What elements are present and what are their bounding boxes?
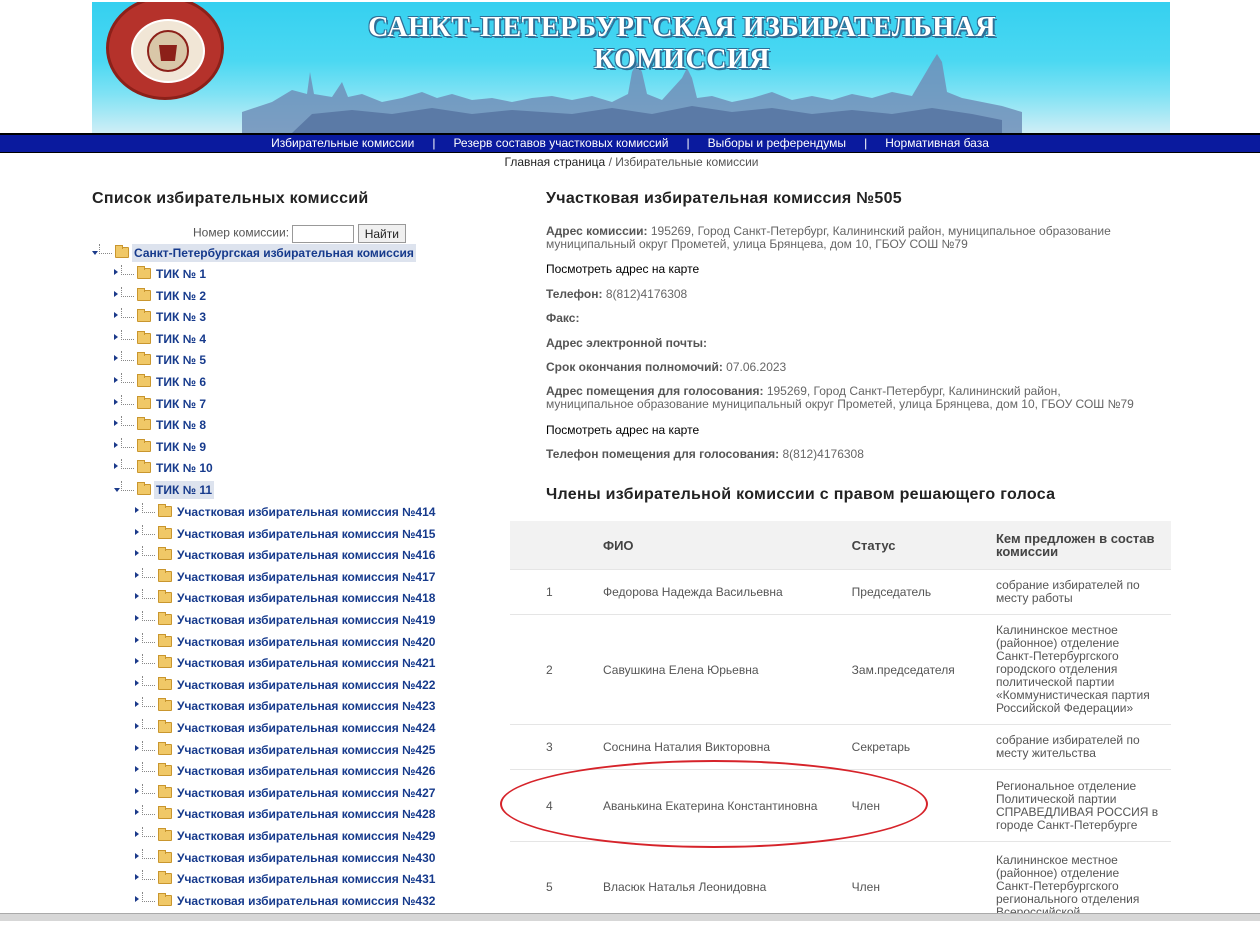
commission-email [546,337,1146,350]
tree-connector [121,265,134,275]
expand-icon[interactable] [135,550,139,556]
tree-connector [142,697,155,707]
table-header-row [510,521,1171,570]
folder-icon [137,268,151,279]
expand-icon[interactable] [135,831,139,837]
folder-icon [158,506,172,517]
folder-icon [158,636,172,647]
voting-address-value: 195269, Город Санкт-Петербург, Калининский район, муниципальное образование муниципальный округ Прометей, улица Брянцева, дом 10, ГБОУ СОШ №79 [546,384,1134,411]
row-status: Секретарь [852,725,996,770]
breadcrumb [0,155,1260,169]
expand-icon[interactable] [135,507,139,513]
folder-icon [137,311,151,322]
header-num [510,521,603,570]
row-num: 3 [510,725,603,770]
folder-icon [158,830,172,841]
expand-icon[interactable] [135,637,139,643]
expand-icon[interactable] [114,269,118,275]
folder-icon [158,852,172,863]
address-label: Адрес комиссии: [546,224,648,238]
nav-item-normative[interactable]: Нормативная база [885,136,989,150]
folder-icon [137,441,151,452]
commission-term [546,361,1146,374]
nav-item-elections[interactable]: Выборы и референдумы [707,136,847,150]
tree-connector [121,373,134,383]
tree-connector [142,568,155,578]
voting-address-label: Адрес помещения для голосования: [546,384,764,398]
commission-phone [546,288,1146,301]
row-status: Член [852,770,996,842]
commission-search [193,224,406,243]
tree-node-label[interactable]: Участковая избирательная комиссия №415 [177,527,436,541]
tree-connector [121,481,134,491]
tree-node-label[interactable]: Участковая избирательная комиссия №424 [177,721,436,735]
tree-connector [142,654,155,664]
tree-connector [142,633,155,643]
expand-icon[interactable] [135,658,139,664]
tree-connector [121,308,134,318]
tree-node-label[interactable]: ТИК № 2 [156,289,206,303]
tree-node-label[interactable]: Участковая избирательная комиссия №429 [177,829,436,843]
expand-icon[interactable] [135,680,139,686]
tree-node-label[interactable]: Участковая избирательная комиссия №419 [177,613,436,627]
tree-node-label[interactable]: Участковая избирательная комиссия №425 [177,743,436,757]
folder-icon [158,528,172,539]
tree-node-label[interactable]: Санкт-Петербургская избирательная комиссия [134,246,414,260]
sidebar-title: Список избирательных комиссий [92,190,369,207]
tree-node-label[interactable]: ТИК № 8 [156,418,206,432]
tree-node-label[interactable]: ТИК № 11 [156,483,213,497]
expand-icon[interactable] [135,853,139,859]
tree-node-label[interactable]: Участковая избирательная комиссия №426 [177,764,436,778]
tree-node-label[interactable]: ТИК № 7 [156,397,206,411]
folder-icon [158,765,172,776]
voting-map-link[interactable]: Посмотреть адрес на карте [546,423,700,437]
breadcrumb-current: Избирательные комиссии [615,155,759,169]
members-table [510,521,1171,932]
commission-fax [546,312,1146,325]
seal-emblem-icon [109,2,227,103]
tree-connector [121,459,134,469]
tree-node-label[interactable]: ТИК № 1 [156,267,206,281]
tree-node-label[interactable]: Участковая избирательная комиссия №427 [177,786,436,800]
tree-node-label[interactable]: Участковая избирательная комиссия №428 [177,807,436,821]
expand-icon[interactable] [114,463,118,469]
folder-icon [137,484,151,495]
folder-icon [115,247,129,258]
row-status: Зам.председателя [852,615,996,725]
site-title: САНКТ-ПЕТЕРБУРГСКАЯ ИЗБИРАТЕЛЬНАЯ КОМИССИЯ [368,12,996,75]
expand-icon[interactable] [135,788,139,794]
folder-icon [137,398,151,409]
row-num: 5 [510,842,603,932]
row-fio: Власюк Наталья Леонидовна [603,842,852,932]
expand-icon[interactable] [135,745,139,751]
nav-separator: | [432,136,436,150]
row-num: 4 [510,770,603,842]
tree-node-label[interactable]: Участковая избирательная комиссия №430 [177,851,436,865]
row-num: 2 [510,615,603,725]
row-fio: Соснина Наталия Викторовна [603,725,852,770]
tree-connector [121,330,134,340]
voting-phone [546,448,1146,461]
tree-node-label[interactable]: Участковая избирательная комиссия №423 [177,699,436,713]
expand-icon[interactable] [135,701,139,707]
breadcrumb-home-link[interactable]: Главная страница [504,155,606,169]
tree-connector [121,416,134,426]
tree-connector [142,784,155,794]
nav-item-reserve[interactable]: Резерв составов участковых комиссий [453,136,669,150]
phone-label: Телефон: [546,287,603,301]
expand-icon[interactable] [135,615,139,621]
tree-node-label[interactable]: Участковая избирательная комиссия №421 [177,656,436,670]
commission-number-input[interactable] [292,225,354,243]
tree-node-label[interactable]: ТИК № 6 [156,375,206,389]
members-title: Члены избирательной комиссии с правом решающего голоса [546,486,1056,503]
folder-icon [137,376,151,387]
tree-connector [142,676,155,686]
nav-separator: | [686,136,690,150]
expand-icon[interactable] [135,572,139,578]
folder-icon [158,679,172,690]
folder-icon [158,549,172,560]
table-row [510,570,1171,615]
collapse-icon[interactable] [92,251,98,255]
row-proposed-by: Калининское местное (районное) отделение Санкт-Петербургского городского отделения политической партии «Коммунистическая партия Российской Федерации» [996,615,1171,725]
main-navigation [0,133,1260,153]
tree-node-label[interactable]: Участковая избирательная комиссия №431 [177,872,436,886]
expand-icon[interactable] [114,312,118,318]
nav-separator: | [864,136,868,150]
expand-icon[interactable] [114,377,118,383]
voting-address [546,385,1146,411]
tree-connector [142,827,155,837]
row-fio: Аванькина Екатерина Константиновна [603,770,852,842]
tree-node-label[interactable]: Участковая избирательная комиссия №422 [177,678,436,692]
expand-icon[interactable] [114,355,118,361]
folder-icon [137,354,151,365]
tree-connector [142,892,155,902]
address-value: 195269, Город Санкт-Петербург, Калининский район, муниципальное образование муниципальный округ Прометей, улица Брянцева, дом 10, ГБОУ СОШ №79 [546,224,1111,251]
tree-connector [142,503,155,513]
table-row [510,725,1171,770]
expand-icon[interactable] [114,420,118,426]
expand-icon[interactable] [135,809,139,815]
header-banner [92,2,1170,133]
expand-icon[interactable] [114,399,118,405]
folder-icon [158,895,172,906]
folder-icon [158,571,172,582]
row-proposed-by: Региональное отделение Политической партии СПРАВЕДЛИВАЯ РОССИЯ в городе Санкт-Петербурге [996,770,1171,842]
tree-connector [99,244,112,254]
row-status: Член [852,842,996,932]
folder-icon [137,462,151,473]
folder-icon [158,808,172,819]
expand-icon[interactable] [114,442,118,448]
row-num: 1 [510,570,603,615]
header-status: Статус [852,521,996,570]
tree-connector [142,741,155,751]
expand-icon[interactable] [135,723,139,729]
folder-icon [158,722,172,733]
tree-connector [142,525,155,535]
tree-node-label[interactable]: Участковая избирательная комиссия №417 [177,570,436,584]
row-proposed-by: Калининское местное (районное) отделение Санкт-Петербургского регионального отделения [996,842,1171,932]
commission-address [546,225,1146,251]
tree-node-label[interactable]: Участковая избирательная комиссия №416 [177,548,436,562]
nav-item-commissions[interactable]: Избирательные комиссии [271,136,415,150]
commission-title: Участковая избирательная комиссия №505 [546,190,902,207]
folder-icon [158,744,172,755]
folder-icon [137,290,151,301]
tree-connector [121,438,134,448]
map-link[interactable]: Посмотреть адрес на карте [546,262,700,276]
tree-connector [142,849,155,859]
term-label: Срок окончания полномочий: [546,360,723,374]
expand-icon[interactable] [135,593,139,599]
email-label: Адрес электронной почты: [546,336,708,350]
tree-node-label[interactable]: Участковая избирательная комиссия №418 [177,591,436,605]
expand-icon[interactable] [135,529,139,535]
tree-connector [142,719,155,729]
expand-icon[interactable] [114,334,118,340]
tree-node-label[interactable]: Участковая избирательная комиссия №432 [177,894,436,908]
table-row [510,615,1171,725]
folder-icon [158,592,172,603]
expand-icon[interactable] [135,896,139,902]
folder-icon [158,787,172,798]
collapse-icon[interactable] [114,488,120,492]
folder-icon [137,419,151,430]
tree-connector [142,805,155,815]
tree-connector [121,287,134,297]
highlight-ellipse [500,760,928,848]
breadcrumb-separator: / [608,155,612,169]
expand-icon[interactable] [135,874,139,880]
tree-connector [142,870,155,880]
search-label: Номер комиссии: [193,225,290,240]
header-fio: ФИО [603,521,852,570]
fax-label: Факс: [546,311,580,325]
phone-value: 8(812)4176308 [605,287,688,301]
term-value: 07.06.2023 [726,360,787,374]
tree-node-label[interactable]: Участковая избирательная комиссия №420 [177,635,436,649]
row-fio: Федорова Надежда Васильевна [603,570,852,615]
tree-node-label[interactable]: ТИК № 10 [156,461,213,475]
tree-connector [121,351,134,361]
folder-icon [137,333,151,344]
tree-connector [142,589,155,599]
voting-phone-value: 8(812)4176308 [782,447,864,461]
tree-node-label[interactable]: Участковая избирательная комиссия №414 [177,505,436,519]
commission-seal-logo [106,2,224,100]
tree-connector [142,762,155,772]
expand-icon[interactable] [135,766,139,772]
expand-icon[interactable] [114,291,118,297]
folder-icon [158,700,172,711]
tree-connector [142,546,155,556]
folder-icon [158,657,172,668]
tree-node-label[interactable]: ТИК № 4 [156,332,206,346]
folder-icon [158,873,172,884]
row-proposed-by: собрание избирателей по месту работы [996,570,1171,615]
tree-node-label[interactable]: ТИК № 3 [156,310,206,324]
row-status: Председатель [852,570,996,615]
voting-phone-label: Телефон помещения для голосования: [546,447,780,461]
row-fio: Савушкина Елена Юрьевна [603,615,852,725]
tree-connector [121,395,134,405]
header-proposed-by: Кем предложен в состав комиссии [996,521,1171,570]
tree-node-label[interactable]: ТИК № 5 [156,353,206,367]
tree-node-label[interactable]: ТИК № 9 [156,440,206,454]
folder-icon [158,614,172,625]
row-proposed-by: собрание избирателей по месту жительства [996,725,1171,770]
find-button[interactable]: Найти [358,224,406,243]
tree-connector [142,611,155,621]
